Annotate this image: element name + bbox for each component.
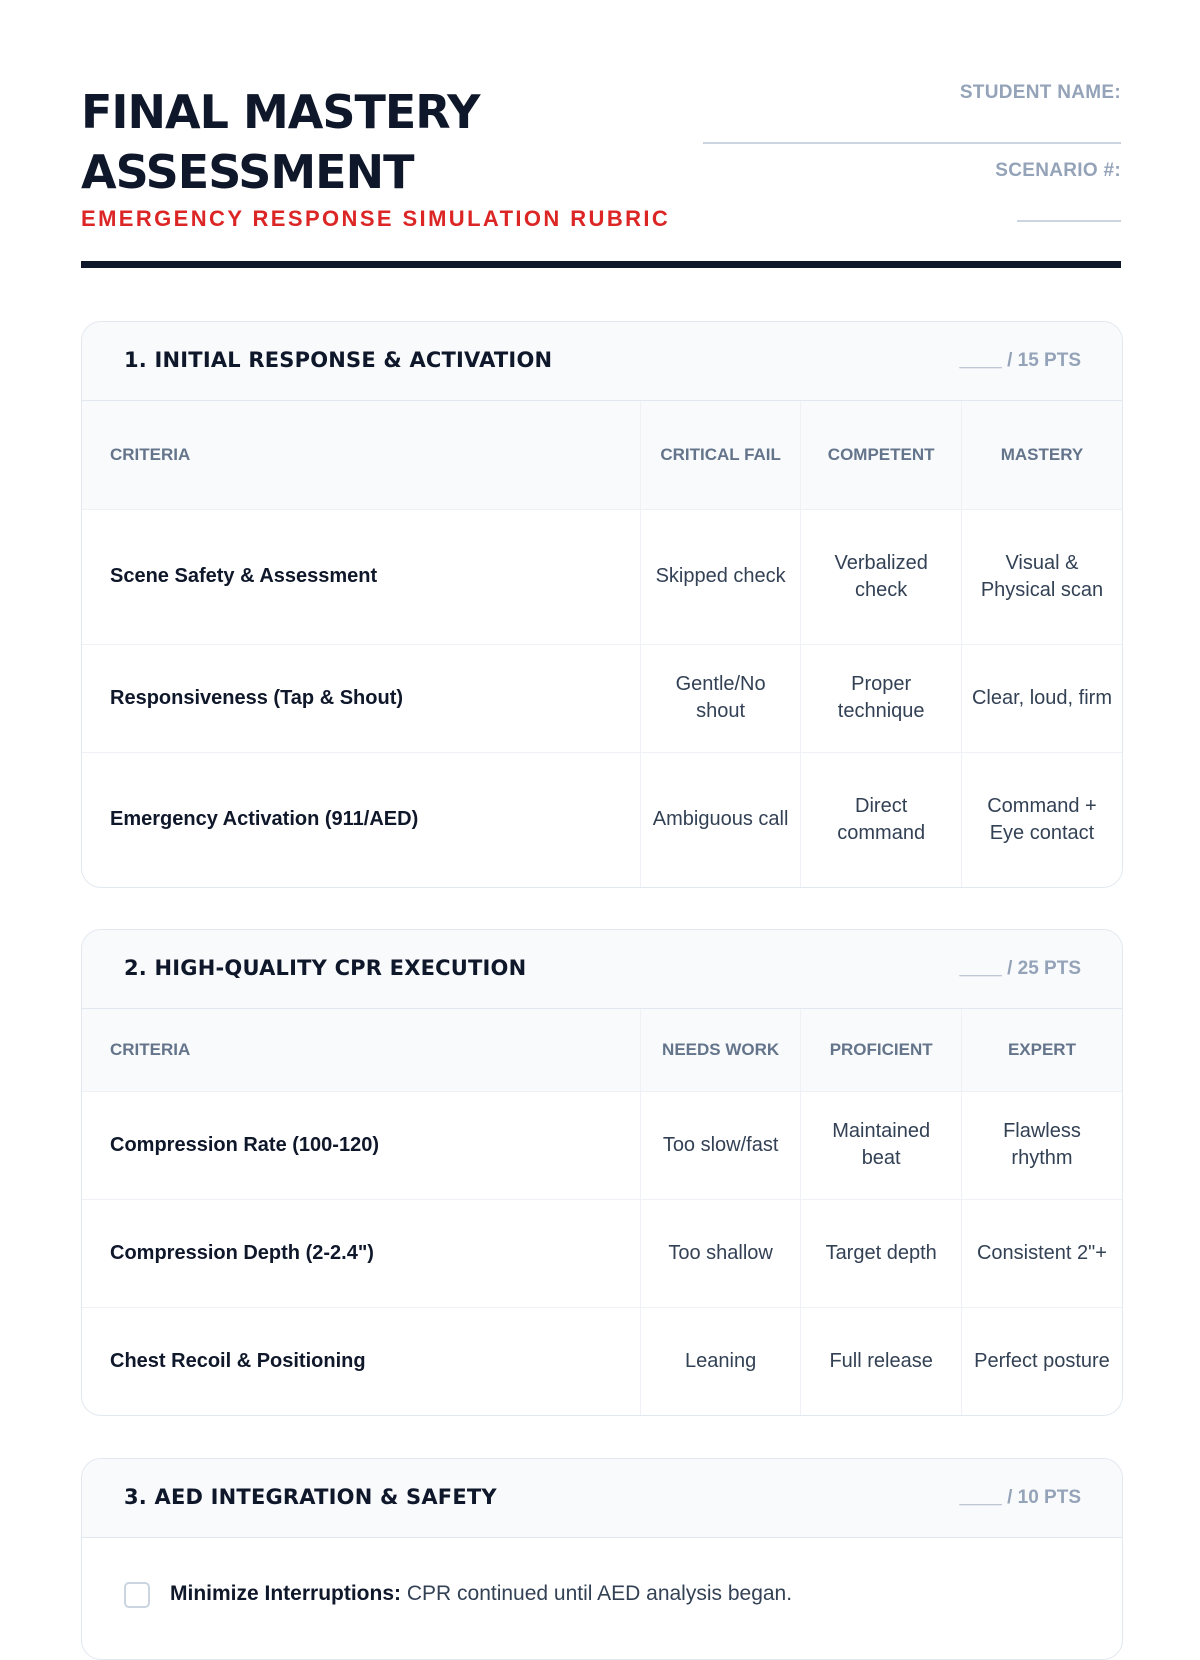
scenario-label: SCENARIO #:	[995, 160, 1121, 181]
checklist-text	[170, 1582, 792, 1606]
section-header	[82, 1459, 1122, 1538]
rating-cell[interactable]: Verbalized check	[801, 509, 962, 644]
page-title: FINAL MASTERY ASSESSMENT	[81, 85, 480, 199]
rating-cell[interactable]: Command + Eye contact	[961, 752, 1122, 887]
student-name-label: STUDENT NAME:	[959, 82, 1121, 103]
column-header: EXPERT	[961, 1009, 1122, 1091]
section-aed-integration	[81, 1458, 1123, 1660]
table-header-row	[82, 1009, 1122, 1091]
section-cpr-execution	[81, 929, 1123, 1416]
section-score[interactable]: ____ / 25 PTS	[959, 958, 1081, 979]
checklist	[82, 1538, 1122, 1618]
criteria-cell: Emergency Activation (911/AED)	[110, 808, 419, 831]
section-title: 1. INITIAL RESPONSE & ACTIVATION	[124, 348, 553, 372]
section-header	[82, 930, 1122, 1009]
table-row	[82, 644, 1122, 752]
rubric-table	[82, 401, 1122, 887]
rating-cell[interactable]: Perfect posture	[961, 1307, 1122, 1415]
table-row	[82, 752, 1122, 887]
section-score[interactable]: ____ / 15 PTS	[959, 350, 1081, 371]
column-header: CRITICAL FAIL	[640, 401, 801, 509]
table-row	[82, 509, 1122, 644]
criteria-cell: Compression Depth (2-2.4")	[82, 1199, 640, 1307]
table-row	[82, 1091, 1122, 1199]
section-title: 3. AED INTEGRATION & SAFETY	[124, 1485, 497, 1509]
section-initial-response	[81, 321, 1123, 888]
rating-cell[interactable]: Gentle/No shout	[640, 644, 801, 752]
criteria-cell: Scene Safety & Assessment	[82, 509, 640, 644]
rating-cell[interactable]: Direct command	[801, 752, 962, 887]
rating-cell[interactable]: Too shallow	[640, 1199, 801, 1307]
rating-cell[interactable]: Full release	[801, 1307, 962, 1415]
table-header-row	[82, 401, 1122, 509]
criteria-cell: Responsiveness (Tap & Shout)	[82, 644, 640, 752]
section-header	[82, 322, 1122, 401]
page-header	[81, 82, 1121, 268]
criteria-cell: Compression Rate (100-120)	[82, 1091, 640, 1199]
checklist-item[interactable]	[82, 1578, 1122, 1618]
scenario-field[interactable]	[1017, 220, 1121, 222]
rating-cell[interactable]: Clear, loud, firm	[961, 644, 1122, 752]
column-header: MASTERY	[961, 401, 1122, 509]
rating-cell[interactable]: Visual & Physical scan	[961, 509, 1122, 644]
checkbox[interactable]	[124, 1582, 150, 1608]
column-header: CRITERIA	[82, 401, 640, 509]
criteria-cell: Chest Recoil & Positioning	[110, 1349, 366, 1372]
rating-cell[interactable]: Consistent 2"+	[961, 1199, 1122, 1307]
column-header: NEEDS WORK	[640, 1009, 801, 1091]
student-name-field[interactable]	[703, 142, 1121, 144]
rating-cell[interactable]: Maintained beat	[801, 1091, 962, 1199]
rating-cell[interactable]: Leaning	[640, 1307, 801, 1415]
rating-cell[interactable]: Too slow/fast	[640, 1091, 801, 1199]
section-score[interactable]: ____ / 10 PTS	[959, 1487, 1081, 1508]
column-header: CRITERIA	[82, 1009, 640, 1091]
column-header: COMPETENT	[801, 401, 962, 509]
rating-cell[interactable]: Flawless rhythm	[961, 1091, 1122, 1199]
checklist-item-label: Minimize Interruptions:	[170, 1582, 401, 1605]
table-row	[82, 1199, 1122, 1307]
rubric-table	[82, 1009, 1122, 1415]
header-divider	[81, 261, 1121, 268]
rating-cell[interactable]: Target depth	[801, 1199, 962, 1307]
checklist-item-description: CPR continued until AED analysis began.	[406, 1582, 793, 1605]
rating-cell[interactable]: Skipped check	[640, 509, 801, 644]
column-header: PROFICIENT	[801, 1009, 962, 1091]
page-subtitle: EMERGENCY RESPONSE SIMULATION RUBRIC	[81, 206, 671, 231]
section-title: 2. HIGH-QUALITY CPR EXECUTION	[124, 956, 527, 980]
table-row	[82, 1307, 1122, 1415]
student-info	[693, 82, 1121, 232]
rating-cell[interactable]: Ambiguous call	[640, 752, 801, 887]
rating-cell[interactable]: Proper technique	[801, 644, 962, 752]
